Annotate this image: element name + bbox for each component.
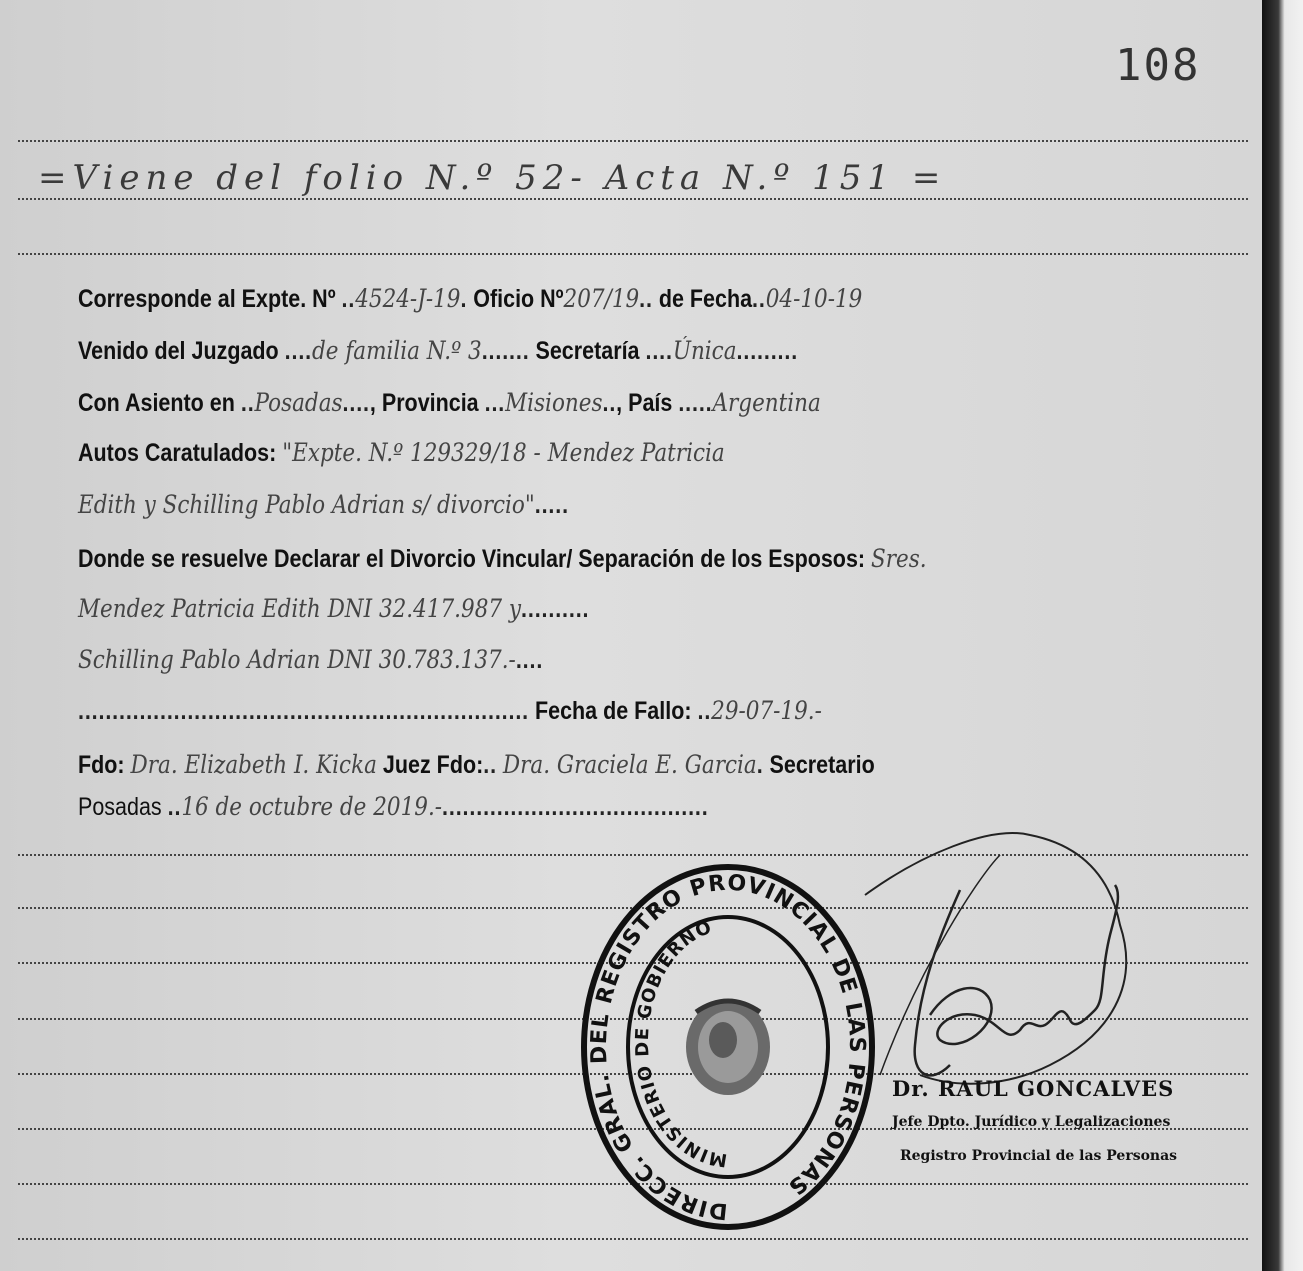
spouse-2: Schilling Pablo Adrian DNI 30.783.137.- [78, 645, 516, 674]
ruled-line [18, 253, 1248, 255]
spouse-row-2: Schilling Pablo Adrian DNI 30.783.137.-.... [78, 645, 544, 674]
autos-label: Autos Caratulados: [78, 439, 277, 467]
seal-outer-text: DIRECC. GRAL. DEL REGISTRO PROVINCIAL DE LAS PERSONAS [586, 870, 870, 1224]
secretaria-label: Secretaría [535, 337, 640, 365]
expte-label: Corresponde al Expte. Nº [78, 285, 336, 313]
juez-value: Dra. Elizabeth I. Kicka [130, 750, 377, 779]
handwritten-signature [860, 815, 1180, 1105]
secretario-label: Secretario [769, 751, 875, 779]
asiento-label: Con Asiento en [78, 389, 235, 417]
oficio-value: 207/19 [563, 284, 640, 313]
fdo-label: Fdo: [78, 751, 125, 779]
expte-row: Corresponde al Expte. Nº ..4524-J-19. Oficio Nº207/19.. de Fecha..04-10-19 [78, 284, 863, 313]
officer-role: Jefe Dpto. Jurídico y Legalizaciones [892, 1114, 1171, 1130]
coat-of-arms-emblem [686, 999, 770, 1095]
resuelve-value: Sres. [871, 544, 927, 573]
page-number: 108 [1115, 40, 1201, 91]
spouse-1: Mendez Patricia Edith DNI 32.417.987 y [78, 594, 522, 623]
resuelve-row [78, 544, 927, 574]
fallo-label: Fecha de Fallo: [534, 697, 692, 725]
asiento-value: Posadas [254, 388, 343, 417]
resuelve-label: Donde se resuelve Declarar el Divorcio Vincular/ Separación de los Esposos: [78, 545, 866, 573]
ruled-line [18, 140, 1248, 142]
lugar-fecha-row: Posadas ..16 de octubre de 2019.-....................................... [78, 792, 709, 821]
provincia-value: Misiones [505, 388, 603, 417]
pais-value: Argentina [712, 388, 821, 417]
asiento-row: Con Asiento en ..Posadas...., Provincia ...Misiones.., País .....Argentina [78, 388, 821, 417]
ruled-line [18, 198, 1248, 200]
seal-inner-text: MINISTERIO DE GOBIERNO [631, 916, 729, 1171]
fallo-row: .................................................................. Fecha de Fallo: ..29-07-19.- [78, 696, 822, 725]
officer-office: Registro Provincial de las Personas [900, 1148, 1178, 1164]
official-seal [578, 862, 878, 1242]
pais-label: , País [616, 389, 673, 417]
officer-name: Dr. RAUL GONCALVES [892, 1076, 1175, 1101]
page-edge [1262, 0, 1303, 1271]
firmantes-row: Fdo: Dra. Elizabeth I. Kicka Juez Fdo:.. Dra. Graciela E. Garcia. Secretario [78, 750, 875, 779]
header-note: =Viene del folio N.º 52- Acta N.º 151 = [38, 158, 947, 198]
juez-label: Juez Fdo: [382, 751, 484, 779]
autos-value-1: "Expte. N.º 129329/18 - Mendez Patricia [282, 438, 725, 467]
autos-row-2: Edith y Schilling Pablo Adrian s/ divorcio"..... [78, 490, 569, 519]
oficio-label: Oficio Nº [473, 285, 564, 313]
lugar-value: 16 de octubre de 2019.- [181, 792, 443, 821]
provincia-label: , Provincia [369, 389, 479, 417]
secretaria-value: Única [672, 336, 737, 365]
fecha-label: de Fecha [658, 285, 753, 313]
lugar-label: Posadas [78, 793, 162, 821]
fecha-value: 04-10-19 [765, 284, 863, 313]
autos-value-2: Edith y Schilling Pablo Adrian s/ divorcio" [78, 490, 535, 519]
juzgado-label: Venido del Juzgado [78, 337, 279, 365]
expte-value: 4524-J-19 [355, 284, 461, 313]
secretario-value: Dra. Graciela E. Garcia [502, 750, 757, 779]
juzgado-row: Venido del Juzgado ....de familia N.º 3....... Secretaría ....Única......... [78, 336, 799, 365]
spouse-row-1: Mendez Patricia Edith DNI 32.417.987 y.......... [78, 594, 590, 623]
autos-row [78, 438, 725, 468]
fallo-value: 29-07-19.- [711, 696, 822, 725]
juzgado-value: de familia N.º 3 [312, 336, 482, 365]
